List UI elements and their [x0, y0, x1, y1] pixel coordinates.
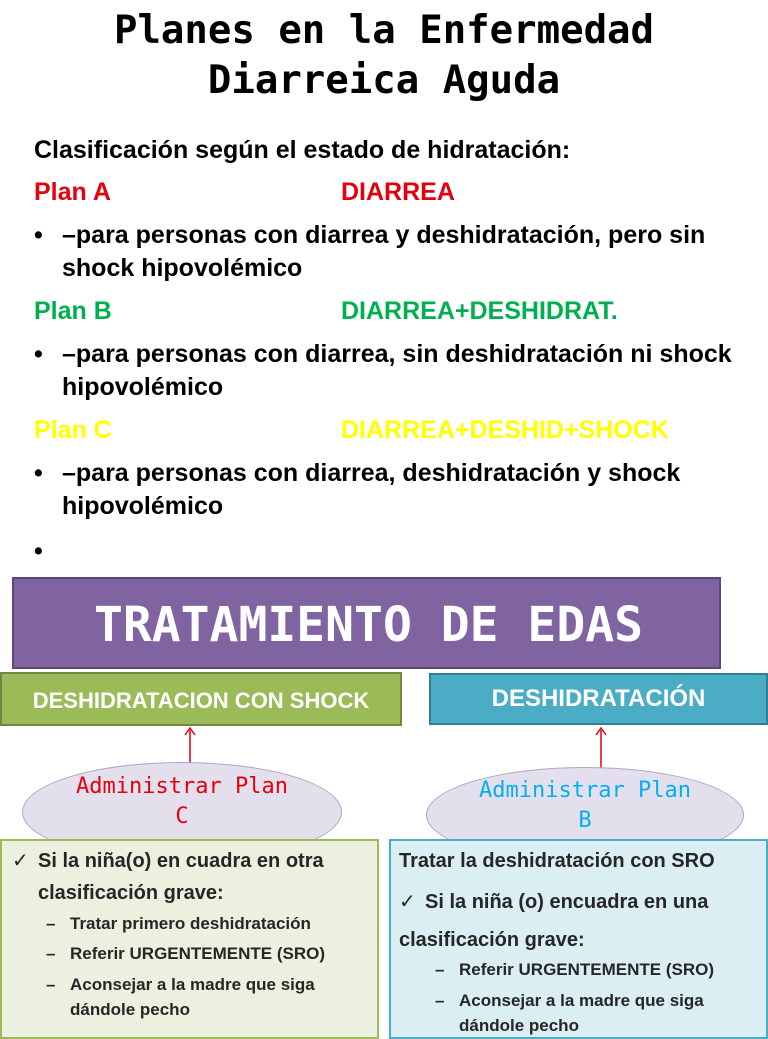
- dash-icon: –: [46, 975, 56, 994]
- treatment-banner-text: TRATAMIENTO DE EDAS: [93, 597, 644, 653]
- plan-b-panel: [389, 839, 768, 1039]
- plan-b-description: [34, 338, 754, 408]
- list-item: [46, 969, 366, 1022]
- dash-icon: –: [46, 914, 56, 933]
- list-item-text: Aconsejar a la madre que siga dándole pecho: [70, 975, 315, 1019]
- plan-b-ellipse-line2: B: [578, 808, 592, 833]
- list-item: [435, 985, 755, 1038]
- plan-a-description-text: –para personas con diarrea y deshidratación, pero sin shock hipovolémico: [62, 221, 706, 282]
- empty-bullet: •: [34, 537, 43, 565]
- plan-b-items: [435, 955, 755, 1038]
- list-item-text: Referir URGENTEMENTE (SRO): [459, 960, 715, 979]
- plan-c-ellipse-line1: Administrar Plan: [76, 774, 288, 799]
- checkmark-icon: ✓: [399, 891, 416, 913]
- plan-c-description: [34, 457, 754, 527]
- bullet-icon: •: [34, 340, 43, 368]
- shock-dehydration-label: DESHIDRATACION CON SHOCK: [32, 688, 370, 713]
- plan-c-ellipse-line2: C: [175, 804, 189, 829]
- plan-c-panel: [0, 839, 379, 1039]
- dash-icon: –: [435, 960, 445, 979]
- plan-b-ellipse-line1: Administrar Plan: [479, 778, 691, 803]
- plan-c-lead-text: Si la niña(o) en cuadra en otra clasificación grave:: [38, 850, 324, 904]
- plan-a-description: [34, 219, 754, 289]
- plan-b-label: Plan B: [34, 297, 112, 325]
- page-title: [0, 6, 768, 106]
- list-item-text: Referir URGENTEMENTE (SRO): [70, 944, 326, 963]
- plan-c-items: [46, 909, 366, 1022]
- plan-c-description-text: –para personas con diarrea, deshidratación y shock hipovolémico: [62, 459, 681, 520]
- dash-icon: –: [46, 944, 56, 963]
- shock-dehydration-box: [0, 672, 402, 726]
- plan-c-label: Plan C: [34, 416, 112, 444]
- bullet-icon: •: [34, 459, 43, 487]
- list-item-text: Tratar primero deshidratación: [70, 914, 311, 933]
- plan-b-panel-heading: Tratar la deshidratación con SRO: [399, 850, 715, 872]
- classification-heading: Clasificación según el estado de hidratación:: [34, 136, 571, 164]
- plan-b-ellipse-text: [426, 776, 744, 836]
- checkmark-icon: ✓: [12, 850, 29, 872]
- treatment-banner: [12, 577, 721, 669]
- plan-b-description-text: –para personas con diarrea, sin deshidratación ni shock hipovolémico: [62, 340, 732, 401]
- plan-c-category: DIARREA+DESHID+SHOCK: [341, 416, 669, 444]
- list-item-text: Aconsejar a la madre que siga dándole pecho: [459, 991, 704, 1035]
- list-item: [46, 939, 366, 969]
- plan-b-panel-lead: [399, 883, 759, 959]
- dehydration-box: [429, 673, 768, 725]
- plan-b-lead-text: Si la niña (o) encuadra en una clasificación grave:: [399, 891, 709, 951]
- bullet-icon: •: [34, 221, 43, 249]
- title-line-1: Planes en la Enfermedad: [113, 8, 655, 53]
- plan-c-panel-lead: [12, 845, 367, 909]
- plan-c-ellipse-text: [22, 772, 342, 832]
- dash-icon: –: [435, 991, 445, 1010]
- list-item: [46, 909, 366, 939]
- plan-b-category: DIARREA+DESHIDRAT.: [341, 297, 618, 325]
- plan-a-category: DIARREA: [341, 178, 455, 206]
- list-item: [435, 955, 755, 985]
- dehydration-label: DESHIDRATACIÓN: [491, 685, 706, 712]
- plan-a-label: Plan A: [34, 178, 111, 206]
- title-line-2: Diarreica Aguda: [207, 58, 561, 103]
